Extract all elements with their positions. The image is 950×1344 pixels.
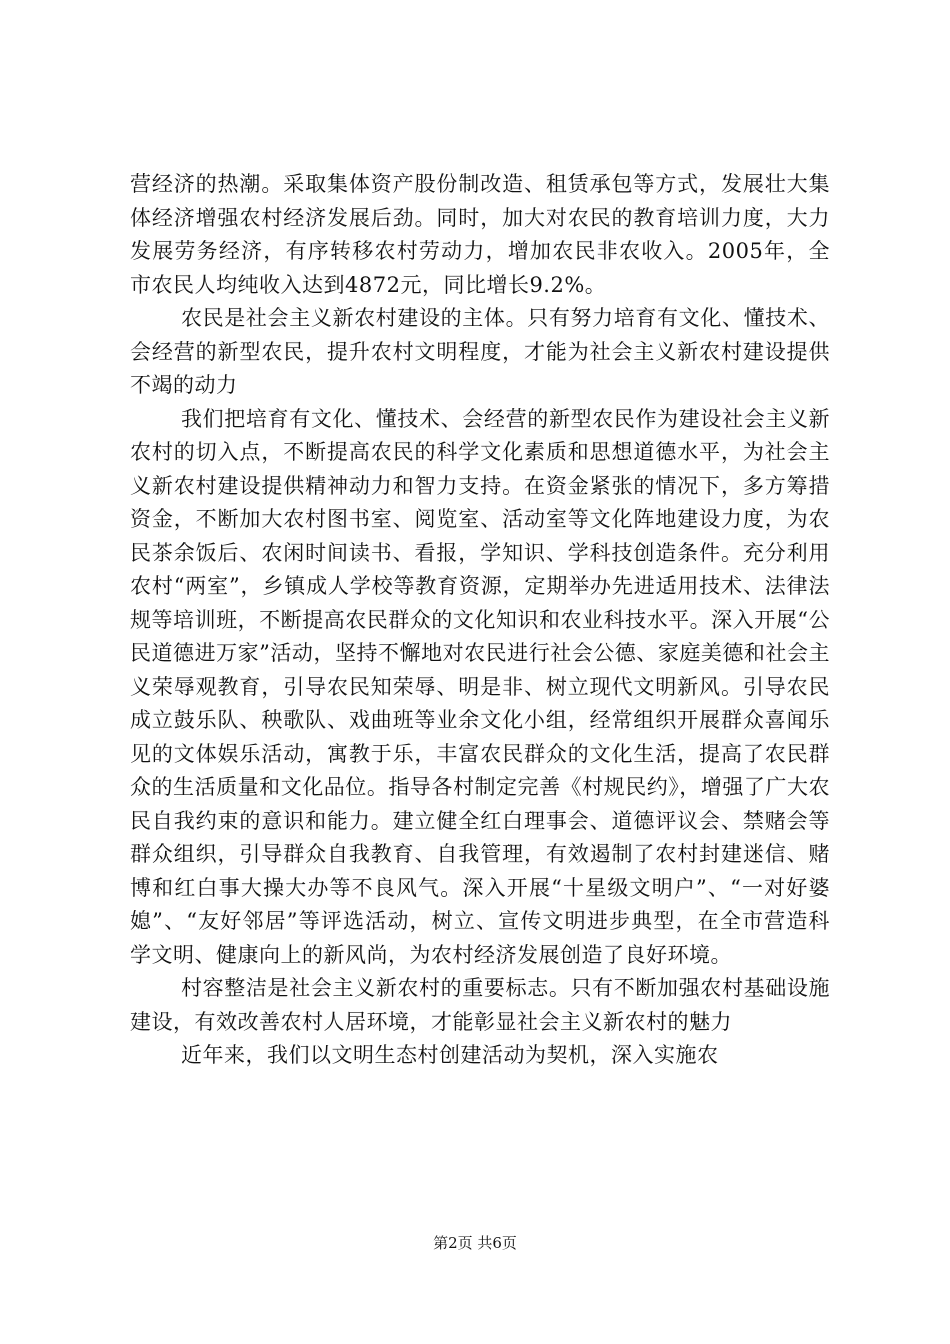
page-number-footer: 第2页 共6页 <box>433 1234 517 1252</box>
paragraph-4: 村容整洁是社会主义新农村的重要标志。只有不断加强农村基础设施建设，有效改善农村人居环境，才能彰显社会主义新农村的魅力 <box>130 976 830 1034</box>
paragraph-5: 近年来，我们以文明生态村创建活动为契机，深入实施农 <box>181 1043 719 1067</box>
paragraph-1: 营经济的热潮。采取集体资产股份制改造、租赁承包等方式，发展壮大集体经济增强农村经济发展后劲。同时，加大对农民的教育培训力度，大力发展劳务经济，有序转移农村劳动力，增加农民非农收入。2005年，全市农民人均纯收入达到4872元，同比增长9.2%。 <box>130 172 830 297</box>
paragraph-2: 农民是社会主义新农村建设的主体。只有努力培育有文化、懂技术、会经营的新型农民，提升农村文明程度，才能为社会主义新农村建设提供不竭的动力 <box>130 306 830 397</box>
paragraph-3: 我们把培育有文化、懂技术、会经营的新型农民作为建设社会主义新农村的切入点，不断提高农民的科学文化素质和思想道德水平，为社会主义新农村建设提供精神动力和智力支持。在资金紧张的情况下，多方筹措资金，不断加大农村图书室、阅览室、活动室等文化阵地建设力度，为农民茶余饭后、农闲时间读书、看报，学知识、学科技创造条件。充分利用农村“两室”，乡镇成人学校等教育资源，定期举办先进适用技术、法律法规等培训班，不断提高农民群众的文化知识和农业科技水平。深入开展“公民道德进万家”活动，坚持不懈地对农民进行社会公德、家庭美德和社会主义荣辱观教育，引导农民知荣辱、明是非、树立现代文明新风。引导农民成立鼓乐队、秧歌队、戏曲班等业余文化小组，经常组织开展群众喜闻乐见的文体娱乐活动，寓教于乐，丰富农民群众的文化生活，提高了农民群众的生活质量和文化品位。指导各村制定完善《村规民约》，增强了广大农民自我约束的意识和能力。建立健全红白理事会、道德评议会、禁赌会等群众组织，引导群众自我教育、自我管理，有效遏制了农村封建迷信、赌博和红白事大操大办等不良风气。深入开展“十星级文明户”、“一对好婆媳”、“友好邻居”等评选活动，树立、宣传文明进步典型，在全市营造科学文明、健康向上的新风尚，为农村经济发展创造了良好环境。 <box>130 406 830 967</box>
document-body <box>130 168 830 1073</box>
